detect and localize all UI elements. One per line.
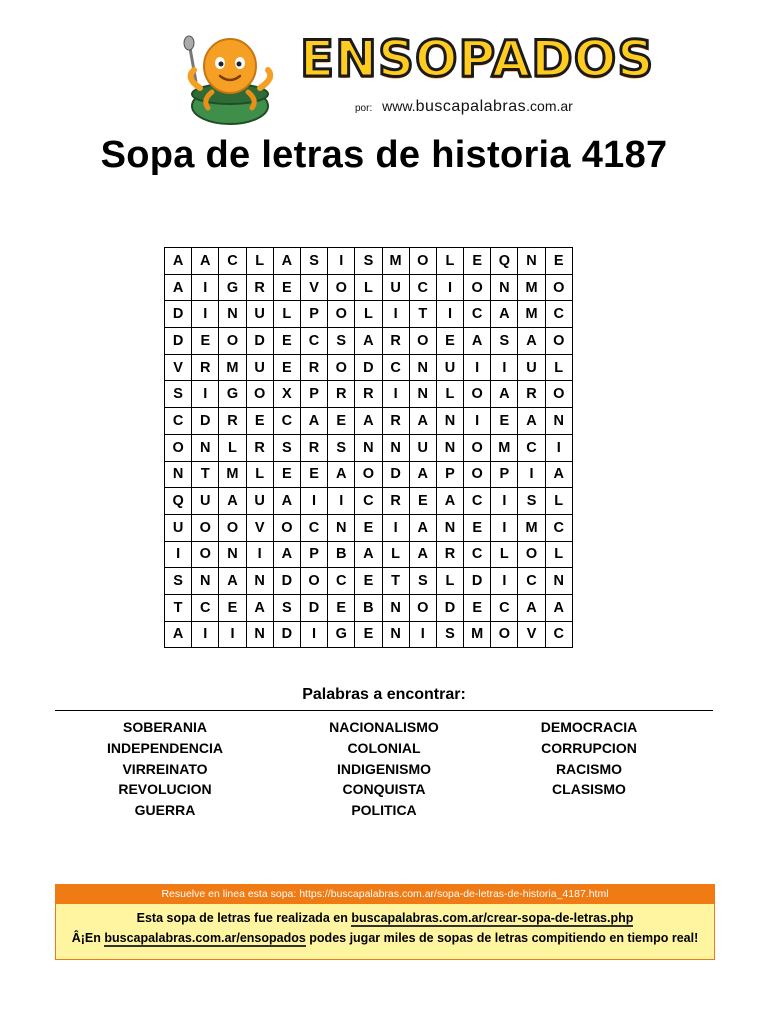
- grid-cell: N: [192, 568, 219, 595]
- grid-cell: S: [355, 248, 382, 275]
- grid-cell: A: [464, 328, 491, 355]
- header: [0, 0, 768, 130]
- grid-cell: V: [165, 354, 192, 381]
- byline-brand: buscapalabras: [415, 98, 527, 115]
- grid-cell: C: [273, 408, 300, 435]
- grid-cell: D: [436, 594, 463, 621]
- grid-cell: S: [436, 621, 463, 648]
- grid-cell: I: [491, 488, 518, 515]
- grid-cell: L: [355, 274, 382, 301]
- grid-cell: N: [382, 621, 409, 648]
- grid-cell: D: [165, 301, 192, 328]
- grid-cell: I: [436, 274, 463, 301]
- grid-cell: R: [328, 381, 355, 408]
- grid-cell: A: [219, 488, 246, 515]
- word-item: CONQUISTA: [342, 781, 426, 798]
- word-column-3: [479, 717, 699, 800]
- grid-row: [165, 408, 573, 435]
- grid-cell: O: [355, 461, 382, 488]
- grid-cell: S: [300, 248, 327, 275]
- grid-cell: N: [246, 568, 273, 595]
- grid-row: [165, 434, 573, 461]
- grid-cell: R: [355, 381, 382, 408]
- grid-cell: O: [219, 328, 246, 355]
- grid-cell: L: [219, 434, 246, 461]
- grid-cell: C: [545, 621, 572, 648]
- grid-cell: N: [355, 434, 382, 461]
- grid-cell: R: [300, 434, 327, 461]
- grid-cell: I: [382, 514, 409, 541]
- grid-cell: N: [409, 381, 436, 408]
- grid-cell: Q: [165, 488, 192, 515]
- grid-cell: S: [273, 594, 300, 621]
- grid-cell: I: [409, 621, 436, 648]
- grid-cell: A: [409, 541, 436, 568]
- grid-cell: A: [436, 488, 463, 515]
- grid-cell: V: [300, 274, 327, 301]
- grid-cell: E: [300, 461, 327, 488]
- grid-cell: R: [246, 434, 273, 461]
- grid-cell: R: [300, 354, 327, 381]
- word-column-1: [55, 717, 275, 821]
- byline-www: www.: [382, 98, 416, 114]
- grid-cell: N: [409, 354, 436, 381]
- grid-cell: U: [246, 488, 273, 515]
- grid-cell: A: [518, 328, 545, 355]
- grid-cell: R: [219, 408, 246, 435]
- divider: [55, 710, 713, 711]
- grid-cell: N: [436, 514, 463, 541]
- grid-cell: N: [436, 408, 463, 435]
- grid-row: [165, 488, 573, 515]
- grid-cell: A: [355, 408, 382, 435]
- grid-cell: A: [165, 621, 192, 648]
- grid-cell: U: [518, 354, 545, 381]
- grid-cell: L: [246, 461, 273, 488]
- grid-cell: C: [328, 568, 355, 595]
- grid-cell: O: [300, 568, 327, 595]
- grid-cell: C: [545, 514, 572, 541]
- grid-cell: M: [382, 248, 409, 275]
- grid-cell: C: [219, 248, 246, 275]
- grid-cell: A: [409, 461, 436, 488]
- word-item: REVOLUCION: [118, 781, 212, 798]
- grid-cell: A: [300, 408, 327, 435]
- grid-cell: O: [545, 381, 572, 408]
- grid-cell: C: [464, 488, 491, 515]
- grid-cell: S: [409, 568, 436, 595]
- grid-cell: O: [328, 354, 355, 381]
- grid-cell: D: [464, 568, 491, 595]
- grid-cell: U: [436, 354, 463, 381]
- grid-cell: A: [273, 541, 300, 568]
- word-item: CORRUPCION: [541, 739, 637, 756]
- grid-cell: A: [273, 248, 300, 275]
- grid-cell: A: [165, 274, 192, 301]
- grid-cell: L: [436, 568, 463, 595]
- grid-cell: N: [328, 514, 355, 541]
- word-item: VIRREINATO: [122, 760, 208, 777]
- grid-cell: D: [300, 594, 327, 621]
- grid-cell: I: [464, 354, 491, 381]
- grid-cell: L: [273, 301, 300, 328]
- grid-cell: O: [464, 274, 491, 301]
- grid-cell: O: [219, 514, 246, 541]
- grid-cell: C: [409, 274, 436, 301]
- footer-line-2-text: Â¡En: [71, 931, 105, 945]
- grid-cell: L: [436, 381, 463, 408]
- grid-cell: N: [436, 434, 463, 461]
- grid-cell: O: [545, 328, 572, 355]
- word-item: CLASISMO: [552, 781, 626, 798]
- grid-cell: O: [273, 514, 300, 541]
- grid-cell: C: [165, 408, 192, 435]
- grid-cell: A: [246, 594, 273, 621]
- grid-cell: R: [192, 354, 219, 381]
- grid-cell: M: [518, 301, 545, 328]
- grid-row: [165, 381, 573, 408]
- grid-cell: O: [328, 274, 355, 301]
- grid-cell: S: [165, 381, 192, 408]
- grid-cell: D: [382, 461, 409, 488]
- grid-cell: A: [518, 408, 545, 435]
- grid-cell: P: [436, 461, 463, 488]
- ensopados-link[interactable]: buscapalabras.com.ar/ensopados: [104, 931, 306, 945]
- grid-cell: U: [246, 354, 273, 381]
- grid-cell: C: [545, 301, 572, 328]
- grid-cell: I: [192, 274, 219, 301]
- grid-cell: G: [219, 381, 246, 408]
- grid-cell: A: [545, 594, 572, 621]
- grid-cell: I: [491, 568, 518, 595]
- grid-cell: C: [192, 594, 219, 621]
- grid-cell: I: [518, 461, 545, 488]
- online-link[interactable]: Resuelve en linea esta sopa: https://buscapalabras.com.ar/sopa-de-letras-de-historia_4187.html: [56, 885, 714, 904]
- grid-row: [165, 354, 573, 381]
- grid-cell: I: [328, 248, 355, 275]
- grid-cell: A: [328, 461, 355, 488]
- grid-cell: S: [273, 434, 300, 461]
- grid-cell: D: [355, 354, 382, 381]
- grid-cell: V: [246, 514, 273, 541]
- grid-cell: N: [545, 408, 572, 435]
- grid-row: [165, 301, 573, 328]
- grid-cell: N: [246, 621, 273, 648]
- grid-cell: R: [518, 381, 545, 408]
- grid-cell: O: [246, 381, 273, 408]
- grid-cell: O: [328, 301, 355, 328]
- grid-cell: A: [165, 248, 192, 275]
- grid-cell: D: [273, 621, 300, 648]
- octopus-in-pot-icon: [180, 30, 280, 125]
- page-title: Sopa de letras de historia 4187: [100, 134, 668, 176]
- grid-cell: O: [409, 594, 436, 621]
- grid-cell: A: [545, 461, 572, 488]
- grid-cell: O: [192, 514, 219, 541]
- grid-cell: N: [518, 248, 545, 275]
- grid-cell: N: [219, 301, 246, 328]
- byline-prefix: por:: [355, 103, 373, 114]
- word-column-2: [274, 717, 494, 821]
- grid-cell: E: [464, 248, 491, 275]
- grid-cell: P: [300, 541, 327, 568]
- grid-cell: E: [355, 568, 382, 595]
- grid-cell: N: [382, 594, 409, 621]
- grid-cell: O: [192, 541, 219, 568]
- grid-cell: O: [518, 541, 545, 568]
- grid-cell: I: [436, 301, 463, 328]
- grid-cell: E: [273, 274, 300, 301]
- grid-cell: I: [192, 621, 219, 648]
- grid-row: [165, 461, 573, 488]
- grid-cell: C: [382, 354, 409, 381]
- grid-cell: R: [246, 274, 273, 301]
- grid-cell: N: [219, 541, 246, 568]
- footer-line-1: [56, 911, 714, 925]
- grid-cell: I: [545, 434, 572, 461]
- grid-cell: G: [219, 274, 246, 301]
- grid-cell: L: [545, 354, 572, 381]
- grid-cell: E: [355, 621, 382, 648]
- grid-cell: L: [382, 541, 409, 568]
- grid-cell: L: [545, 488, 572, 515]
- grid-cell: O: [409, 248, 436, 275]
- grid-cell: P: [300, 381, 327, 408]
- grid-cell: U: [165, 514, 192, 541]
- grid-cell: M: [518, 514, 545, 541]
- grid-cell: O: [464, 381, 491, 408]
- word-item: POLITICA: [351, 802, 417, 819]
- grid-cell: R: [382, 408, 409, 435]
- grid-row: [165, 248, 573, 275]
- grid-cell: E: [219, 594, 246, 621]
- grid-cell: O: [464, 461, 491, 488]
- grid-cell: I: [300, 488, 327, 515]
- grid-cell: U: [192, 488, 219, 515]
- grid-cell: M: [219, 461, 246, 488]
- grid-cell: Q: [491, 248, 518, 275]
- grid-cell: P: [300, 301, 327, 328]
- grid-cell: D: [273, 568, 300, 595]
- footer-line-2: [56, 931, 714, 945]
- grid-cell: S: [328, 434, 355, 461]
- grid-cell: O: [545, 274, 572, 301]
- grid-cell: U: [409, 434, 436, 461]
- footer-line-1-text: Esta sopa de letras fue realizada en: [136, 911, 352, 925]
- grid-cell: A: [409, 408, 436, 435]
- grid-cell: R: [436, 541, 463, 568]
- grid-cell: L: [491, 541, 518, 568]
- grid-cell: V: [518, 621, 545, 648]
- grid-cell: I: [382, 301, 409, 328]
- grid-cell: N: [491, 274, 518, 301]
- grid-cell: T: [165, 594, 192, 621]
- grid-cell: S: [165, 568, 192, 595]
- grid-cell: I: [192, 381, 219, 408]
- grid-cell: C: [464, 541, 491, 568]
- grid-cell: A: [409, 514, 436, 541]
- grid-cell: O: [165, 434, 192, 461]
- grid-cell: O: [464, 434, 491, 461]
- footer-line-2-suffix: podes jugar miles de sopas de letras compitiendo en tiempo real!: [305, 931, 699, 945]
- grid-row: [165, 274, 573, 301]
- grid-cell: N: [545, 568, 572, 595]
- grid-cell: E: [436, 328, 463, 355]
- grid-cell: C: [518, 568, 545, 595]
- grid-cell: I: [328, 488, 355, 515]
- grid-cell: S: [328, 328, 355, 355]
- grid-cell: R: [382, 488, 409, 515]
- grid-cell: E: [273, 354, 300, 381]
- grid-cell: I: [382, 381, 409, 408]
- grid-cell: A: [355, 541, 382, 568]
- word-item: INDIGENISMO: [336, 760, 432, 777]
- grid-cell: T: [409, 301, 436, 328]
- grid-cell: I: [219, 621, 246, 648]
- grid-cell: A: [518, 594, 545, 621]
- grid-row: [165, 621, 573, 648]
- grid-cell: D: [165, 328, 192, 355]
- grid-cell: E: [545, 248, 572, 275]
- grid-cell: O: [491, 621, 518, 648]
- grid-cell: U: [246, 301, 273, 328]
- grid-cell: L: [355, 301, 382, 328]
- logo: ENSOPADOS: [300, 30, 655, 88]
- grid-cell: S: [518, 488, 545, 515]
- create-link[interactable]: buscapalabras.com.ar/crear-sopa-de-letras.php: [351, 911, 634, 925]
- word-item: INDEPENDENCIA: [107, 739, 223, 756]
- grid-cell: T: [382, 568, 409, 595]
- grid-cell: N: [165, 461, 192, 488]
- grid-cell: M: [464, 621, 491, 648]
- byline-domain: .com.ar: [526, 98, 573, 114]
- grid-cell: A: [192, 248, 219, 275]
- grid-cell: E: [491, 408, 518, 435]
- grid-row: [165, 328, 573, 355]
- grid-cell: E: [328, 594, 355, 621]
- grid-cell: I: [192, 301, 219, 328]
- word-item: RACISMO: [555, 760, 623, 777]
- grid-cell: M: [518, 274, 545, 301]
- grid-cell: N: [192, 434, 219, 461]
- grid-cell: I: [300, 621, 327, 648]
- grid-cell: T: [192, 461, 219, 488]
- grid-cell: E: [246, 408, 273, 435]
- grid-cell: N: [382, 434, 409, 461]
- grid-cell: I: [246, 541, 273, 568]
- letter-grid: [164, 247, 573, 648]
- grid-row: [165, 568, 573, 595]
- grid-cell: E: [328, 408, 355, 435]
- grid-cell: A: [355, 328, 382, 355]
- grid-cell: E: [273, 328, 300, 355]
- grid-cell: E: [355, 514, 382, 541]
- grid-cell: I: [165, 541, 192, 568]
- grid-cell: R: [382, 328, 409, 355]
- grid-cell: E: [464, 514, 491, 541]
- grid-cell: B: [355, 594, 382, 621]
- word-item: SOBERANIA: [122, 719, 207, 735]
- grid-cell: L: [545, 541, 572, 568]
- grid-cell: I: [464, 408, 491, 435]
- grid-cell: C: [300, 514, 327, 541]
- grid-cell: A: [219, 568, 246, 595]
- grid-cell: L: [246, 248, 273, 275]
- grid-cell: X: [273, 381, 300, 408]
- word-item: COLONIAL: [347, 739, 421, 756]
- grid-cell: P: [491, 461, 518, 488]
- word-item: DEMOCRACIA: [540, 719, 638, 735]
- grid-row: [165, 541, 573, 568]
- grid-cell: I: [491, 514, 518, 541]
- grid-cell: C: [518, 434, 545, 461]
- grid-cell: M: [491, 434, 518, 461]
- words-heading: Palabras a encontrar:: [302, 686, 466, 703]
- grid-cell: C: [464, 301, 491, 328]
- grid-cell: D: [192, 408, 219, 435]
- grid-cell: B: [328, 541, 355, 568]
- grid-cell: E: [409, 488, 436, 515]
- grid-cell: M: [219, 354, 246, 381]
- grid-cell: C: [300, 328, 327, 355]
- grid-cell: O: [409, 328, 436, 355]
- grid-cell: I: [491, 354, 518, 381]
- grid-cell: E: [464, 594, 491, 621]
- footer-box: [55, 884, 715, 960]
- word-item: GUERRA: [134, 802, 196, 819]
- grid-row: [165, 514, 573, 541]
- grid-cell: E: [192, 328, 219, 355]
- byline: [355, 98, 573, 116]
- grid-cell: A: [491, 381, 518, 408]
- grid-cell: A: [491, 301, 518, 328]
- grid-cell: L: [436, 248, 463, 275]
- grid-cell: E: [273, 461, 300, 488]
- word-item: NACIONALISMO: [329, 719, 439, 735]
- grid-cell: U: [382, 274, 409, 301]
- grid-cell: G: [328, 621, 355, 648]
- grid-cell: C: [355, 488, 382, 515]
- grid-row: [165, 594, 573, 621]
- grid-cell: A: [273, 488, 300, 515]
- grid-cell: D: [246, 328, 273, 355]
- grid-cell: C: [491, 594, 518, 621]
- grid-cell: S: [491, 328, 518, 355]
